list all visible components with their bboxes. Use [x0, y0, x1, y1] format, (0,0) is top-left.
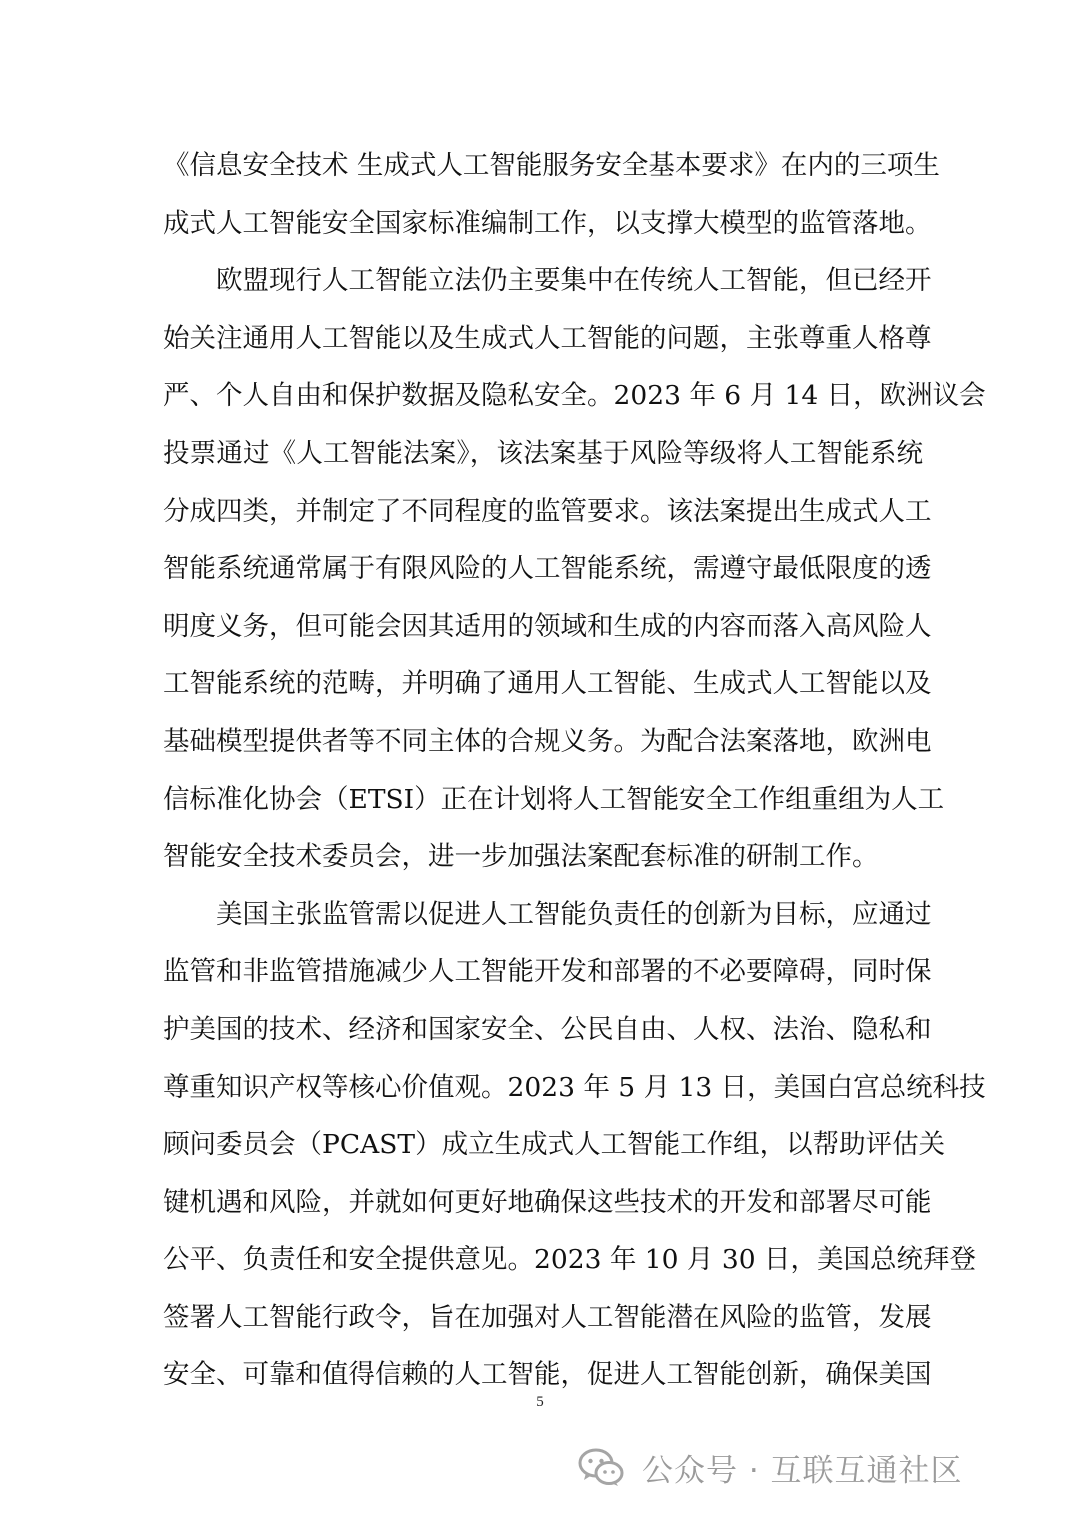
text-line: 顾问委员会（PCAST）成立生成式人工智能工作组，以帮助评估关	[163, 1129, 946, 1161]
text-line: 信标准化协会（ETSI）正在计划将人工智能安全工作组重组为人工	[163, 783, 945, 815]
paragraph	[163, 252, 986, 886]
text-line: 工智能系统的范畴，并明确了通用人工智能、生成式人工智能以及	[163, 668, 932, 700]
text-line: 公平、负责任和安全提供意见。2023 年 10 月 30 日，美国总统拜登	[163, 1244, 976, 1276]
text-line: 美国主张监管需以促进人工智能负责任的创新为目标，应通过	[216, 898, 932, 930]
wechat-icon	[578, 1446, 624, 1488]
document-body	[163, 137, 986, 1404]
paragraph	[163, 886, 986, 1404]
text-line: 智能安全技术委员会，进一步加强法案配套标准的研制工作。	[163, 841, 879, 873]
text-line: 《信息安全技术 生成式人工智能服务安全基本要求》在内的三项生	[163, 150, 940, 181]
text-line: 监管和非监管措施减少人工智能开发和部署的不必要障碍，同时保	[163, 956, 932, 988]
text-line: 严、个人自由和保护数据及隐私安全。2023 年 6 月 14 日，欧洲议会	[163, 380, 986, 412]
text-line: 键机遇和风险，并就如何更好地确保这些技术的开发和部署尽可能	[163, 1186, 932, 1218]
text-line: 尊重知识产权等核心价值观。2023 年 5 月 13 日，美国白宫总统科技	[163, 1071, 986, 1103]
text-line: 明度义务，但可能会因其适用的领域和生成的内容而落入高风险人	[163, 610, 932, 642]
watermark	[578, 1442, 963, 1492]
text-line: 护美国的技术、经济和国家安全、公民自由、人权、法治、隐私和	[163, 1013, 932, 1045]
page-number: 5	[536, 1394, 544, 1410]
paragraph	[163, 137, 940, 252]
text-line: 成式人工智能安全国家标准编制工作，以支撑大模型的监管落地。	[163, 207, 932, 239]
text-line: 分成四类，并制定了不同程度的监管要求。该法案提出生成式人工	[163, 495, 932, 527]
watermark-text: 公众号 · 互联互通社区	[642, 1452, 963, 1489]
text-line: 签署人工智能行政令，旨在加强对人工智能潜在风险的监管，发展	[163, 1301, 932, 1333]
text-line: 投票通过《人工智能法案》，该法案基于风险等级将人工智能系统	[163, 437, 923, 469]
text-line: 基础模型提供者等不同主体的合规义务。为配合法案落地，欧洲电	[163, 725, 932, 757]
text-line: 安全、可靠和值得信赖的人工智能，促进人工智能创新，确保美国	[163, 1359, 932, 1391]
text-line: 欧盟现行人工智能立法仍主要集中在传统人工智能，但已经开	[216, 265, 932, 297]
text-line: 智能系统通常属于有限风险的人工智能系统，需遵守最低限度的透	[163, 553, 932, 585]
text-line: 始关注通用人工智能以及生成式人工智能的问题，主张尊重人格尊	[163, 322, 932, 354]
